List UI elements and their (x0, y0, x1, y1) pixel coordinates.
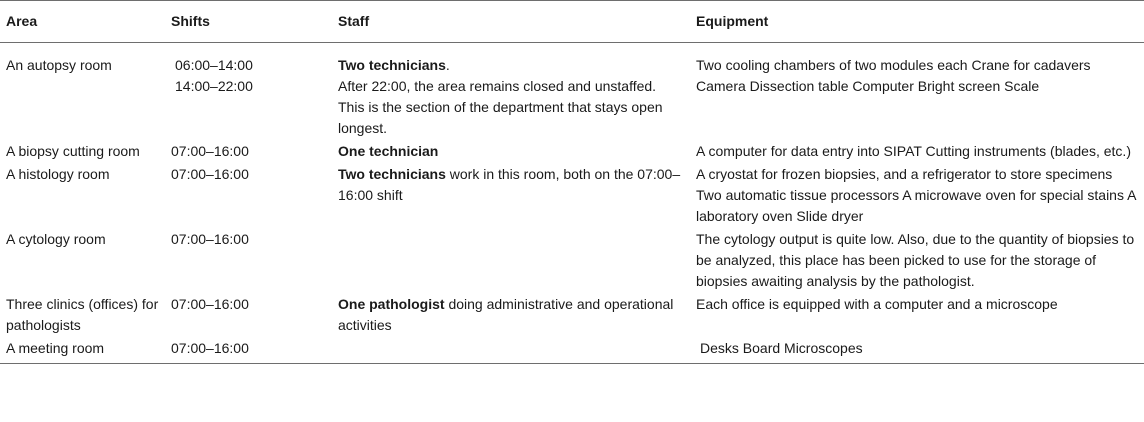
cell-equipment: A computer for data entry into SIPAT Cutting instruments (blades, etc.) (696, 143, 1131, 159)
cell-area: A meeting room (0, 338, 165, 364)
cell-staff (332, 43, 690, 142)
staff-count: One technician (338, 143, 439, 159)
cell-equipment: Each office is equipped with a computer and a microscope (696, 296, 1058, 312)
cell-shifts (165, 338, 332, 364)
shift-time: 07:00–16:00 (171, 296, 249, 312)
cell-equipment (690, 338, 1144, 364)
shift-time: 14:00–22:00 (175, 78, 253, 94)
table-row (0, 229, 1144, 294)
cell-shifts (165, 43, 332, 142)
staff-text: . (445, 57, 450, 73)
shift-time: 07:00–16:00 (171, 166, 249, 182)
table-row (0, 141, 1144, 164)
cell-area: A cytology room (6, 231, 106, 247)
cell-shifts (165, 229, 332, 294)
header-equipment: Equipment (690, 1, 1144, 43)
staff-count: Two technicians (338, 166, 446, 182)
cell-equipment: Two cooling chambers of two modules each Crane for cadavers Camera Dissection table Computer Bright screen Scale (696, 57, 1091, 94)
cell-staff (332, 229, 690, 294)
staff-text: work in this room, both on the 07:00–16:00 shift (338, 166, 681, 203)
header-staff: Staff (332, 1, 690, 43)
cell-area: A biopsy cutting room (6, 143, 140, 159)
cell-area: An autopsy room (6, 57, 112, 73)
shift-time: 07:00–16:00 (171, 340, 249, 356)
header-row (0, 1, 1144, 43)
cell-shifts (165, 141, 332, 164)
header-area: Area (0, 1, 165, 43)
header-shifts: Shifts (165, 1, 332, 43)
cell-shifts (165, 164, 332, 229)
shift-time: 07:00–16:00 (171, 231, 249, 247)
staff-note: After 22:00, the area remains closed and unstaffed. This is the section of the department that stays open longest. (338, 78, 663, 136)
cell-shifts (165, 294, 332, 338)
cell-equipment: The cytology output is quite low. Also, due to the quantity of biopsies to be analyzed, this place has been picked to use for the storage of biopsies awaiting analysis by the pathologist. (696, 231, 1135, 289)
cell-staff (332, 141, 690, 164)
table-row (0, 338, 1144, 364)
staff-count: Two technicians (338, 57, 446, 73)
staff-text: doing administrative and operational activities (338, 296, 674, 333)
cell-staff (332, 164, 690, 229)
cell-area: Three clinics (offices) for pathologists (6, 296, 159, 333)
cell-area: A histology room (6, 166, 110, 182)
shift-time: 07:00–16:00 (171, 143, 249, 159)
table-row (0, 294, 1144, 338)
cell-equipment: A cryostat for frozen biopsies, and a refrigerator to store specimens Two automatic tissue processors A microwave oven for special stains A laboratory oven Slide dryer (696, 166, 1136, 224)
shift-time: 06:00–14:00 (175, 57, 253, 73)
staff-count: One pathologist (338, 296, 445, 312)
cell-staff (332, 338, 690, 364)
cell-staff (332, 294, 690, 338)
table-row (0, 164, 1144, 229)
table-row (0, 43, 1144, 142)
equipment-text: Desks Board Microscopes (700, 340, 863, 356)
